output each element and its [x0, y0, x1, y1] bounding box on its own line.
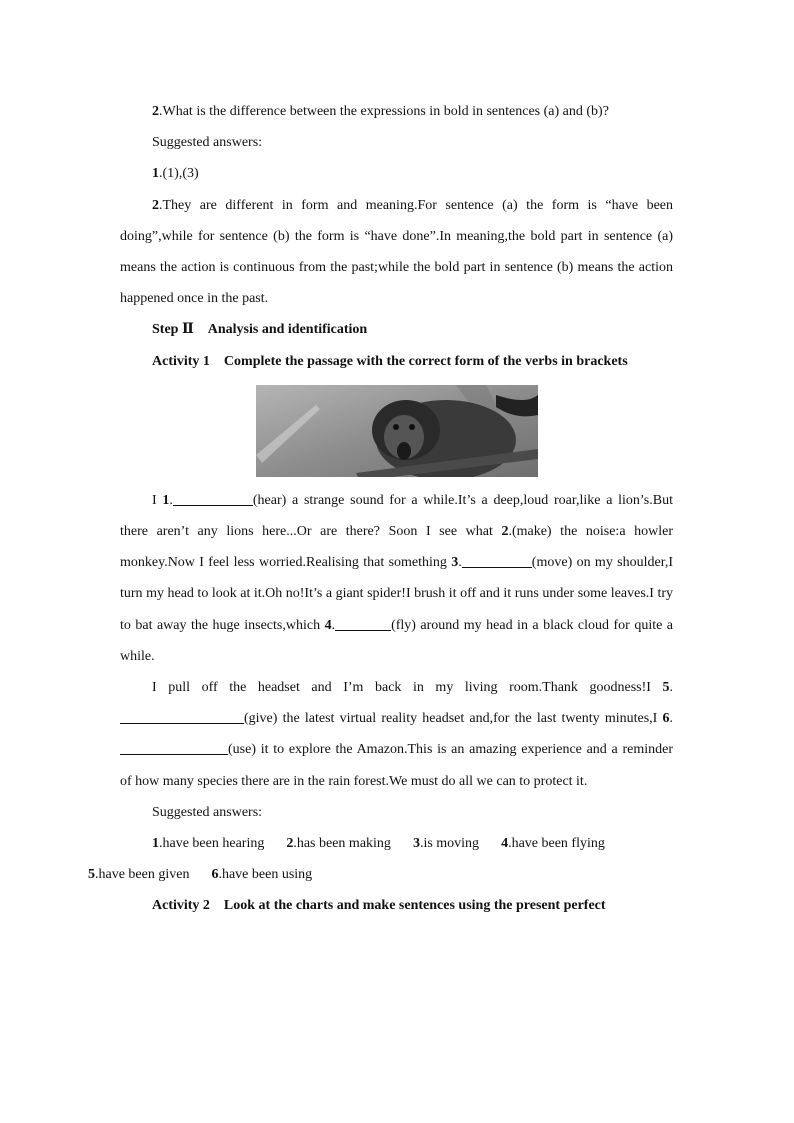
- answer-1: [120, 158, 673, 189]
- question-2: [120, 96, 673, 127]
- answer-number: 1: [152, 836, 159, 852]
- answer-text: .They are different in form and meaning.For sentence (a) the form is “have been doing”,while for sentence (b) the form is “have done”.In meaning,the bold part in sentence (a) means the action is continuous from the past;while the bold part in sentence (b) means the action happened once in the past.: [120, 197, 673, 307]
- answer-key-6: [211, 867, 312, 882]
- passage-paragraph-2: I pull off the headset and I’m back in my living room.Thank goodness!I 5.(give) the latest virtual reality headset and,for the last twenty minutes,I 6.(use) it to explore the Amazon.This is an amazing experience and a reminder of how many species there are in the rain forest.We must do all we can to protect it.: [120, 680, 673, 789]
- document-content: [88, 96, 674, 922]
- passage-text: (use) it to explore the Amazon.This is an amazing experience and a reminder of how many species there are in the rain forest.We must do all we can to protect it.: [120, 742, 673, 789]
- blank-number-3: 3: [451, 555, 459, 571]
- blank-5[interactable]: [120, 709, 244, 724]
- answer-text: .have been flying: [508, 836, 605, 852]
- answer-number: 6: [211, 867, 219, 883]
- passage-text: (hear) a strange sound for a while.It’s a deep,loud roar,like a lion’s.But there aren’t any lions here...Or are there? Soon I see what: [120, 492, 673, 540]
- howler-monkey-photo: [256, 385, 538, 477]
- answer-text: .have been using: [218, 867, 313, 883]
- answer-text: .(1),(3): [159, 166, 199, 182]
- answer-key-1: [152, 836, 264, 851]
- answer-text: .have been given: [95, 867, 190, 883]
- blank-number-5: 5: [662, 680, 670, 696]
- answer-number: 1: [152, 166, 159, 182]
- blank-6[interactable]: [120, 740, 228, 755]
- answer-number: 2: [152, 197, 159, 213]
- answer-key-4: [501, 836, 605, 851]
- answer-key-2: [286, 836, 391, 851]
- answer-key: [88, 828, 673, 890]
- answer-text: .has been making: [293, 836, 391, 852]
- blank-number-2: 2: [501, 524, 509, 540]
- blank-number-1: 1: [162, 492, 170, 508]
- answer-text: .is moving: [419, 836, 480, 852]
- suggested-answers-label-2: Suggested answers:: [152, 804, 263, 820]
- passage-text: (fly) around my head in a black cloud for quite a while.: [120, 617, 674, 664]
- answer-number: 5: [88, 867, 95, 883]
- answer-number: 2: [286, 836, 294, 852]
- step-2-heading: Step Ⅱ Analysis and identification: [152, 322, 368, 338]
- answer-key-5: [88, 867, 189, 882]
- passage-text: (move) on my shoulder,I turn my head to look at it.Oh no!It’s a giant spider!I brush it off and it runs under some leaves.I try to bat away the huge insects,which: [120, 555, 673, 633]
- passage-text: I pull off the headset and I’m back in my living room.Thank goodness!I: [152, 680, 663, 696]
- blank-4[interactable]: [335, 616, 391, 631]
- passage-text: (give) the latest virtual reality headset and,for the last twenty minutes,I: [244, 711, 663, 727]
- activity-1-heading: Activity 1 Complete the passage with the correct form of the verbs in brackets: [152, 353, 628, 369]
- blank-1[interactable]: [173, 491, 253, 506]
- answer-text: .have been hearing: [159, 836, 265, 852]
- passage-paragraph-1: I 1. (hear) a strange sound for a while.It’s a deep,loud roar,like a lion’s.But there aren’t any lions here...Or are there? Soon I see what 2.(make) the noise:a howler monkey.Now I feel less worried.Realising that something 3. (move) on my shoulder,I turn my head to look at it.Oh no!It’s a giant spider!I brush it off and it runs under some leaves.I try to bat away the huge insects,which 4. (fly) around my head in a black cloud for quite a while.: [120, 492, 674, 664]
- blank-number-6: 6: [662, 711, 670, 727]
- passage-text: .(make) the noise:a howler monkey.Now I feel less worried.Realising that something: [120, 524, 673, 571]
- question-text: .What is the difference between the expressions in bold in sentences (a) and (b)?: [159, 104, 609, 119]
- blank-3[interactable]: [462, 553, 532, 568]
- blank-number-4: 4: [324, 617, 332, 633]
- question-number: 2: [152, 104, 159, 119]
- answer-key-3: [413, 836, 479, 851]
- passage-text: I: [152, 492, 163, 508]
- suggested-answers-label: Suggested answers:: [152, 135, 263, 151]
- monkey-illustration: [256, 385, 538, 477]
- answer-number: 4: [501, 836, 509, 852]
- activity-2-heading: Activity 2 Look at the charts and make sentences using the present perfect: [152, 898, 606, 914]
- answer-2: [120, 190, 673, 315]
- answer-number: 3: [412, 836, 420, 852]
